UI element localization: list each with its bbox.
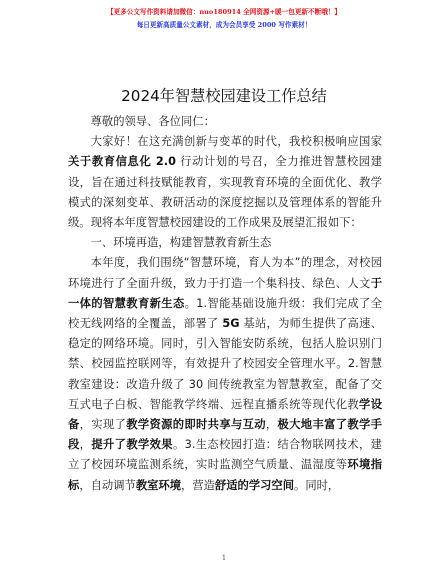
section-1-paragraph <box>68 253 382 495</box>
intro-text-1: 大家好！在这充满创新与变革的时代，我校积极响应国家 <box>90 135 382 149</box>
section-1-text: ，营造 <box>181 478 215 492</box>
salutation-text: 尊敬的领导、各位同仁： <box>90 115 215 128</box>
section-1-text: 。1.智能基础设施升级：我们完成了全校无线网络的全覆盖，部署了 <box>68 296 382 331</box>
page-number: 1 <box>221 554 227 562</box>
section-1-emphasis: 教室环境 <box>135 478 182 492</box>
section-1-text: 。同时， <box>294 478 340 492</box>
section-1-emphasis: 于一体的智慧教育新生态 <box>68 276 382 310</box>
section-1-text: ，实现了 <box>79 418 127 432</box>
section-1-emphasis: 5G <box>222 317 240 331</box>
salutation <box>68 112 382 132</box>
section-1-emphasis: 学设备 <box>68 397 382 432</box>
section-1-emphasis: 提升了教学效果 <box>91 438 173 452</box>
promo-banner <box>0 6 448 32</box>
intro-emphasis: 关于教育信息化 2.0 <box>68 155 176 169</box>
intro-paragraph <box>68 132 382 233</box>
section-1-text: ， <box>265 418 278 432</box>
document-title: 2024年智慧校园建设工作总结 <box>121 87 327 105</box>
promo-banner-line-2: 每日更新高质量公文素材，成为会员享受 2000 写作素材！ <box>136 21 312 29</box>
section-1-text: 基站，为师生提供了高速、稳定的网络环境。同时，引入智能安防系统，包括人脸识别门禁、校园监控联网等，有效提升了校园安全管理水平。2.智慧教室建设：改造升级了 30 间传统教室为智慧教室，配备了交互式电子白板、智能教学终端、远程直播系统等现代化教 <box>68 317 383 411</box>
section-1-text: 。3.生态校园打造：结合物联网技术，建立了校园环境监测系统，实时监测空气质量、温湿度等 <box>68 438 382 472</box>
section-1-heading-text: 一、环境再造，构建智慧教育新生态 <box>90 236 272 250</box>
section-1-text: ， <box>79 438 92 452</box>
section-1-heading <box>68 233 382 253</box>
section-1-emphasis: 极大地丰富了教学手段 <box>68 418 382 452</box>
promo-banner-line-1: 【更多公文写作资料请加微信：nuo180914 全网资源+暖一包更新不断哦！】 <box>107 8 341 16</box>
section-1-text: 本年度，我们围绕“智慧环境，育人为本”的理念，对校园环境进行了全面升级，致力于打造一个集科技、绿色、人文 <box>68 256 382 290</box>
section-1-text: ，自动调节 <box>79 478 136 492</box>
section-1-emphasis: 环境指标 <box>68 458 382 492</box>
section-1-emphasis: 舒适的学习空间 <box>214 478 295 492</box>
document-body <box>68 112 382 496</box>
intro-text-2: 行动计划的号召，全力推进智慧校园建设，旨在通过科技赋能教育，实现教育环境的全面优化、教学模式的深刻变革、教研活动的深度挖掘以及管理体系的智能升级。现将本年度智慧校园建设的工作成果及展望汇报如下： <box>68 155 383 230</box>
section-1-emphasis: 教学资源的即时共享与互动 <box>126 418 266 432</box>
